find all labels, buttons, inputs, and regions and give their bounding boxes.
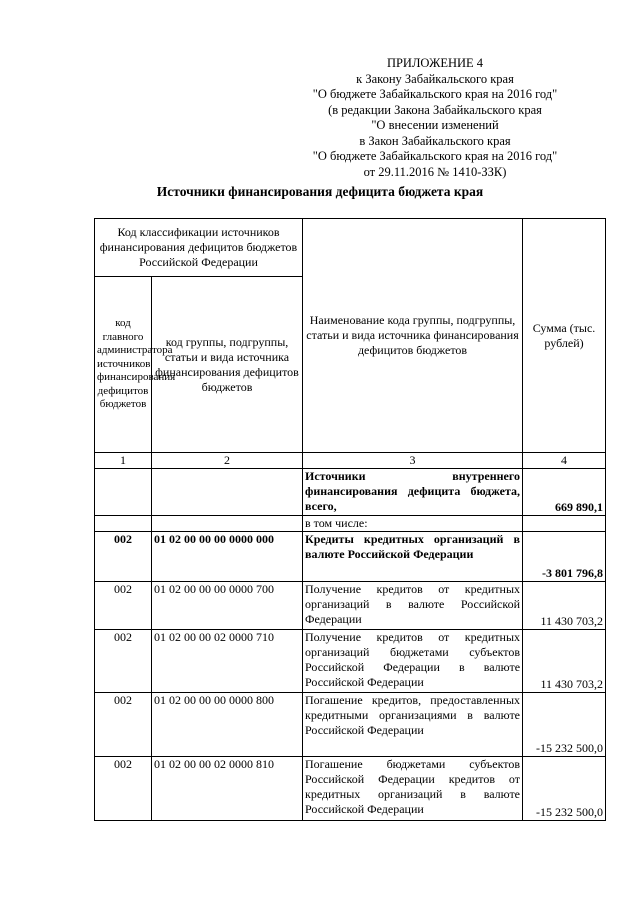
header-line: "О внесении изменений <box>371 118 499 132</box>
table-row <box>95 582 606 630</box>
source-sum: -15 232 500,0 <box>523 757 606 821</box>
table-row <box>95 532 606 582</box>
page-title: Источники финансирования дефицита бюджета края <box>156 184 484 199</box>
table-row <box>95 630 606 693</box>
including-label: в том числе: <box>303 516 523 532</box>
source-code: 01 02 00 00 00 0000 700 <box>152 582 303 630</box>
table-row-total <box>95 469 606 516</box>
col-number: 2 <box>152 453 303 469</box>
admin-code: 002 <box>95 757 152 821</box>
head-name: Наименование кода группы, подгруппы, статьи и вида источника финансирования дефицитов бюджетов <box>303 219 523 453</box>
total-sum: 669 890,1 <box>523 469 606 516</box>
table-row <box>95 693 606 757</box>
source-code: 01 02 00 00 02 0000 810 <box>152 757 303 821</box>
source-sum: 11 430 703,2 <box>523 630 606 693</box>
source-sum: -3 801 796,8 <box>523 532 606 582</box>
admin-code: 002 <box>95 582 152 630</box>
admin-code: 002 <box>95 532 152 582</box>
source-code: 01 02 00 00 00 0000 800 <box>152 693 303 757</box>
header-line: от 29.11.2016 № 1410-ЗЗК) <box>363 164 507 179</box>
header-line: ПРИЛОЖЕНИЕ 4 <box>386 56 484 70</box>
head-sum: Сумма (тыс. рублей) <box>523 219 606 453</box>
header-line: "О бюджете Забайкальского края на 2016 год" <box>312 87 558 101</box>
header-line: к Закону Забайкальского края <box>356 71 514 86</box>
financing-sources-table <box>94 218 606 821</box>
source-name: Погашение кредитов, предоставленных кредитными организациями в валюте Российской Федерации <box>303 693 523 757</box>
col-number: 3 <box>303 453 523 469</box>
source-name: Кредиты кредитных организаций в валюте Российской Федерации <box>303 532 523 582</box>
admin-code: 002 <box>95 693 152 757</box>
admin-code: 002 <box>95 630 152 693</box>
source-code: 01 02 00 00 00 0000 000 <box>152 532 303 582</box>
header-line: в Закон Забайкальского края <box>359 133 511 148</box>
source-sum: 11 430 703,2 <box>523 582 606 630</box>
header-line: "О бюджете Забайкальского края на 2016 год" <box>312 149 558 163</box>
source-code: 01 02 00 00 02 0000 710 <box>152 630 303 693</box>
source-name: Получение кредитов от кредитных организаций бюджетами субъектов Российской Федерации в валюте Российской Федерации <box>303 630 523 693</box>
col-number: 1 <box>95 453 152 469</box>
source-name: Погашение бюджетами субъектов Российской Федерации кредитов от кредитных организаций в валюте Российской Федерации <box>303 757 523 821</box>
source-name: Получение кредитов от кредитных организаций в валюте Российской Федерации <box>303 582 523 630</box>
source-sum: -15 232 500,0 <box>523 693 606 757</box>
total-name: Источники внутреннего финансирования дефицита бюджета, всего, <box>303 469 523 516</box>
appendix-header <box>290 56 580 180</box>
col-number: 4 <box>523 453 606 469</box>
header-line: (в редакции Закона Забайкальского края <box>328 102 542 117</box>
head-admin-code: код главного администратора источников финансирования дефицитов бюджетов <box>95 277 152 453</box>
head-group-code: код группы, подгруппы, статьи и вида источника финансирования дефицитов бюджетов <box>152 277 303 453</box>
table-row <box>95 757 606 821</box>
head-classification-code: Код классификации источников финансирования дефицитов бюджетов Российской Федерации <box>95 219 303 277</box>
